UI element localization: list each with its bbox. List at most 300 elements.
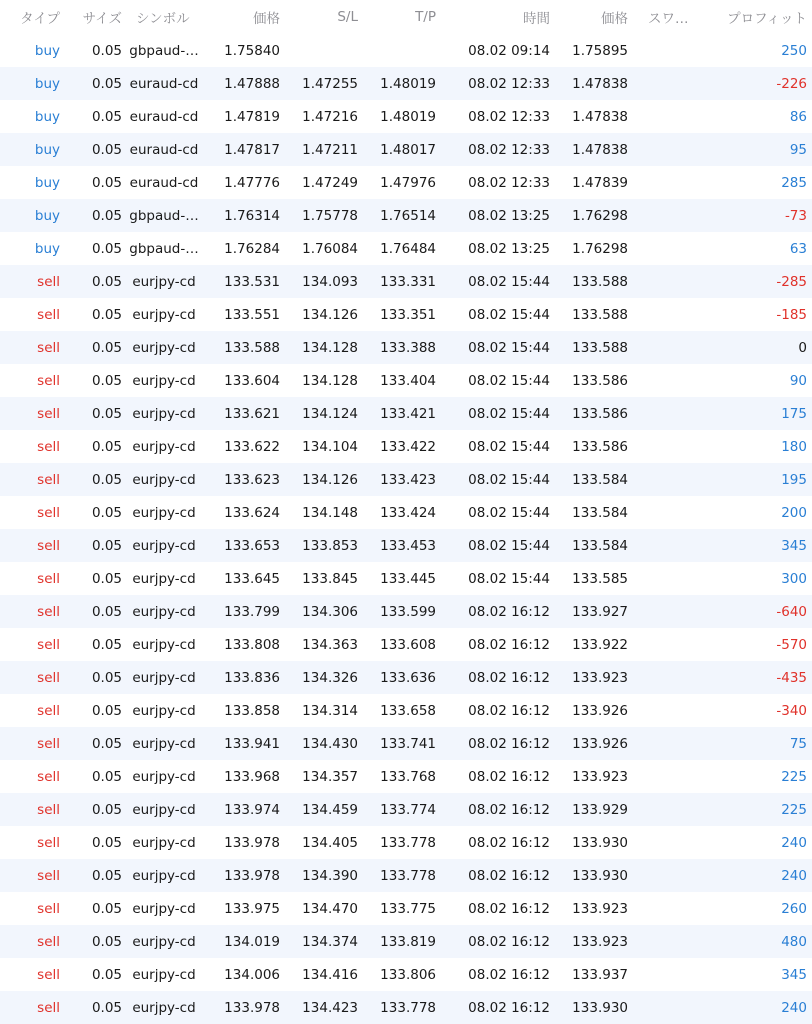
- stop-loss-cell: 134.314: [302, 702, 358, 719]
- profit-cell: 180: [781, 438, 807, 455]
- swap-cell: [628, 826, 690, 859]
- table-row[interactable]: [0, 100, 812, 133]
- table-row[interactable]: [0, 364, 812, 397]
- time-cell: 08.02 16:12: [468, 702, 550, 719]
- profit-cell: 225: [781, 768, 807, 785]
- swap-cell: [628, 892, 690, 925]
- swap-cell: [628, 859, 690, 892]
- symbol-cell: eurjpy-cd: [132, 537, 196, 554]
- time-cell: 08.02 15:44: [468, 372, 550, 389]
- size-cell: 0.05: [91, 42, 122, 59]
- size-cell: 0.05: [91, 669, 122, 686]
- symbol-cell: gbpaud-…: [129, 207, 199, 224]
- size-cell: 0.05: [91, 603, 122, 620]
- time-cell: 08.02 15:44: [468, 405, 550, 422]
- type-cell: sell: [37, 405, 60, 422]
- symbol-cell: eurjpy-cd: [132, 636, 196, 653]
- size-cell: 0.05: [91, 405, 122, 422]
- symbol-cell: eurjpy-cd: [132, 306, 196, 323]
- swap-cell: [628, 496, 690, 529]
- table-row[interactable]: [0, 793, 812, 826]
- time-cell: 08.02 16:12: [468, 768, 550, 785]
- profit-cell: 225: [781, 801, 807, 818]
- time-cell: 08.02 16:12: [468, 966, 550, 983]
- size-cell: 0.05: [91, 900, 122, 917]
- table-row[interactable]: [0, 562, 812, 595]
- header-profit[interactable]: プロフィット: [727, 11, 807, 27]
- type-cell: buy: [34, 108, 60, 125]
- open-price-cell: 133.645: [224, 570, 280, 587]
- type-cell: buy: [34, 75, 60, 92]
- symbol-cell: eurjpy-cd: [132, 867, 196, 884]
- symbol-cell: eurjpy-cd: [132, 438, 196, 455]
- size-cell: 0.05: [91, 438, 122, 455]
- stop-loss-cell: [280, 34, 358, 67]
- swap-cell: [628, 331, 690, 364]
- current-price-cell: 133.927: [572, 603, 628, 620]
- current-price-cell: 133.930: [572, 867, 628, 884]
- open-price-cell: 133.623: [224, 471, 280, 488]
- swap-cell: [628, 298, 690, 331]
- symbol-cell: eurjpy-cd: [132, 966, 196, 983]
- profit-cell: 260: [781, 900, 807, 917]
- open-price-cell: 133.808: [224, 636, 280, 653]
- profit-cell: 240: [781, 999, 807, 1016]
- type-cell: sell: [37, 504, 60, 521]
- size-cell: 0.05: [91, 834, 122, 851]
- take-profit-cell: 133.778: [380, 999, 436, 1016]
- symbol-cell: eurjpy-cd: [132, 339, 196, 356]
- stop-loss-cell: 134.416: [302, 966, 358, 983]
- current-price-cell: 133.584: [572, 504, 628, 521]
- symbol-cell: eurjpy-cd: [132, 933, 196, 950]
- table-row[interactable]: [0, 859, 812, 892]
- swap-cell: [628, 595, 690, 628]
- symbol-cell: eurjpy-cd: [132, 702, 196, 719]
- time-cell: 08.02 13:25: [468, 207, 550, 224]
- table-row[interactable]: [0, 727, 812, 760]
- swap-cell: [628, 397, 690, 430]
- size-cell: 0.05: [91, 108, 122, 125]
- type-cell: buy: [34, 141, 60, 158]
- profit-cell: -285: [776, 273, 807, 290]
- profit-cell: 300: [781, 570, 807, 587]
- stop-loss-cell: 134.326: [302, 669, 358, 686]
- table-row[interactable]: [0, 694, 812, 727]
- time-cell: 08.02 12:33: [468, 174, 550, 191]
- type-cell: sell: [37, 273, 60, 290]
- open-price-cell: 133.975: [224, 900, 280, 917]
- take-profit-cell: 133.423: [380, 471, 436, 488]
- time-cell: 08.02 16:12: [468, 669, 550, 686]
- current-price-cell: 133.584: [572, 471, 628, 488]
- stop-loss-cell: 134.470: [302, 900, 358, 917]
- profit-cell: 0: [798, 339, 807, 356]
- type-cell: sell: [37, 636, 60, 653]
- open-price-cell: 133.974: [224, 801, 280, 818]
- header-swap[interactable]: スワ…: [648, 11, 689, 27]
- time-cell: 08.02 15:44: [468, 273, 550, 290]
- header-type[interactable]: タイプ: [20, 11, 60, 27]
- symbol-cell: eurjpy-cd: [132, 669, 196, 686]
- type-cell: sell: [37, 669, 60, 686]
- open-price-cell: 133.622: [224, 438, 280, 455]
- table-row[interactable]: [0, 199, 812, 232]
- take-profit-cell: 133.445: [380, 570, 436, 587]
- profit-cell: -340: [776, 702, 807, 719]
- symbol-cell: euraud-cd: [129, 108, 199, 125]
- header-symbol[interactable]: シンボル: [136, 11, 190, 27]
- size-cell: 0.05: [91, 999, 122, 1016]
- profit-cell: 250: [781, 42, 807, 59]
- type-cell: sell: [37, 966, 60, 983]
- swap-cell: [628, 364, 690, 397]
- open-price-cell: 134.019: [224, 933, 280, 950]
- header-size[interactable]: サイズ: [82, 11, 122, 27]
- type-cell: sell: [37, 603, 60, 620]
- symbol-cell: eurjpy-cd: [132, 768, 196, 785]
- open-price-cell: 133.978: [224, 999, 280, 1016]
- take-profit-cell: 1.48017: [380, 141, 436, 158]
- stop-loss-cell: 134.128: [302, 372, 358, 389]
- header-tp[interactable]: T/P: [415, 9, 436, 25]
- time-cell: 08.02 16:12: [468, 867, 550, 884]
- profit-cell: -226: [776, 75, 807, 92]
- current-price-cell: 133.923: [572, 669, 628, 686]
- table-row[interactable]: [0, 463, 812, 496]
- table-row[interactable]: [0, 298, 812, 331]
- take-profit-cell: 133.778: [380, 867, 436, 884]
- take-profit-cell: 133.404: [380, 372, 436, 389]
- current-price-cell: 133.923: [572, 768, 628, 785]
- current-price-cell: 133.584: [572, 537, 628, 554]
- take-profit-cell: 133.775: [380, 900, 436, 917]
- stop-loss-cell: 1.47249: [302, 174, 358, 191]
- size-cell: 0.05: [91, 141, 122, 158]
- stop-loss-cell: 134.093: [302, 273, 358, 290]
- type-cell: sell: [37, 834, 60, 851]
- header-price[interactable]: 価格: [253, 11, 280, 27]
- take-profit-cell: 1.47976: [380, 174, 436, 191]
- time-cell: 08.02 16:12: [468, 999, 550, 1016]
- take-profit-cell: 1.76514: [380, 207, 436, 224]
- stop-loss-cell: 134.390: [302, 867, 358, 884]
- take-profit-cell: 133.421: [380, 405, 436, 422]
- take-profit-cell: 133.774: [380, 801, 436, 818]
- take-profit-cell: 133.351: [380, 306, 436, 323]
- stop-loss-cell: 134.124: [302, 405, 358, 422]
- type-cell: buy: [34, 207, 60, 224]
- time-cell: 08.02 15:44: [468, 306, 550, 323]
- swap-cell: [628, 727, 690, 760]
- header-time[interactable]: 時間: [523, 11, 550, 27]
- current-price-cell: 133.923: [572, 900, 628, 917]
- table-row[interactable]: [0, 166, 812, 199]
- stop-loss-cell: 134.459: [302, 801, 358, 818]
- take-profit-cell: 133.424: [380, 504, 436, 521]
- symbol-cell: gbpaud-…: [129, 240, 199, 257]
- size-cell: 0.05: [91, 735, 122, 752]
- open-price-cell: 1.76284: [224, 240, 280, 257]
- symbol-cell: eurjpy-cd: [132, 999, 196, 1016]
- size-cell: 0.05: [91, 537, 122, 554]
- swap-cell: [628, 529, 690, 562]
- swap-cell: [628, 463, 690, 496]
- time-cell: 08.02 16:12: [468, 834, 550, 851]
- swap-cell: [628, 67, 690, 100]
- current-price-cell: 133.930: [572, 999, 628, 1016]
- open-price-cell: 134.006: [224, 966, 280, 983]
- time-cell: 08.02 12:33: [468, 108, 550, 125]
- symbol-cell: eurjpy-cd: [132, 900, 196, 917]
- open-price-cell: 133.941: [224, 735, 280, 752]
- take-profit-cell: 133.388: [380, 339, 436, 356]
- take-profit-cell: [358, 34, 436, 67]
- time-cell: 08.02 09:14: [468, 42, 550, 59]
- table-row[interactable]: [0, 265, 812, 298]
- profit-cell: 285: [781, 174, 807, 191]
- profit-cell: 240: [781, 834, 807, 851]
- symbol-cell: eurjpy-cd: [132, 735, 196, 752]
- current-price-cell: 133.930: [572, 834, 628, 851]
- table-row[interactable]: [0, 661, 812, 694]
- table-row[interactable]: [0, 760, 812, 793]
- stop-loss-cell: 134.405: [302, 834, 358, 851]
- type-cell: sell: [37, 735, 60, 752]
- swap-cell: [628, 265, 690, 298]
- open-price-cell: 133.531: [224, 273, 280, 290]
- type-cell: buy: [34, 42, 60, 59]
- profit-cell: 90: [789, 372, 807, 389]
- current-price-cell: 133.922: [572, 636, 628, 653]
- profit-cell: 75: [789, 735, 807, 752]
- table-header: [0, 0, 812, 34]
- profit-cell: 345: [781, 537, 807, 554]
- open-price-cell: 1.76314: [224, 207, 280, 224]
- stop-loss-cell: 133.845: [302, 570, 358, 587]
- current-price-cell: 133.588: [572, 306, 628, 323]
- profit-cell: 175: [781, 405, 807, 422]
- table-row[interactable]: [0, 826, 812, 859]
- table-row[interactable]: [0, 892, 812, 925]
- time-cell: 08.02 12:33: [468, 141, 550, 158]
- size-cell: 0.05: [91, 867, 122, 884]
- type-cell: sell: [37, 372, 60, 389]
- table-row[interactable]: [0, 232, 812, 265]
- type-cell: sell: [37, 702, 60, 719]
- type-cell: buy: [34, 174, 60, 191]
- stop-loss-cell: 134.306: [302, 603, 358, 620]
- profit-cell: 480: [781, 933, 807, 950]
- size-cell: 0.05: [91, 372, 122, 389]
- type-cell: buy: [34, 240, 60, 257]
- size-cell: 0.05: [91, 471, 122, 488]
- open-price-cell: 133.836: [224, 669, 280, 686]
- open-price-cell: 1.47819: [224, 108, 280, 125]
- current-price-cell: 133.586: [572, 372, 628, 389]
- time-cell: 08.02 15:44: [468, 339, 550, 356]
- swap-cell: [628, 793, 690, 826]
- open-price-cell: 1.47817: [224, 141, 280, 158]
- swap-cell: [628, 133, 690, 166]
- stop-loss-cell: 134.104: [302, 438, 358, 455]
- current-price-cell: 133.926: [572, 702, 628, 719]
- current-price-cell: 133.923: [572, 933, 628, 950]
- symbol-cell: eurjpy-cd: [132, 801, 196, 818]
- type-cell: sell: [37, 339, 60, 356]
- time-cell: 08.02 15:44: [468, 504, 550, 521]
- table-row[interactable]: [0, 430, 812, 463]
- profit-cell: 200: [781, 504, 807, 521]
- take-profit-cell: 133.636: [380, 669, 436, 686]
- open-price-cell: 133.653: [224, 537, 280, 554]
- type-cell: sell: [37, 768, 60, 785]
- open-price-cell: 133.978: [224, 867, 280, 884]
- table-row[interactable]: [0, 529, 812, 562]
- current-price-cell: 1.76298: [572, 207, 628, 224]
- profit-cell: 95: [789, 141, 807, 158]
- table-row[interactable]: [0, 496, 812, 529]
- profit-cell: 86: [789, 108, 807, 125]
- symbol-cell: gbpaud-…: [129, 42, 199, 59]
- symbol-cell: euraud-cd: [129, 141, 199, 158]
- symbol-cell: euraud-cd: [129, 75, 199, 92]
- open-price-cell: 133.588: [224, 339, 280, 356]
- swap-cell: [628, 232, 690, 265]
- swap-cell: [628, 694, 690, 727]
- type-cell: sell: [37, 471, 60, 488]
- open-price-cell: 133.621: [224, 405, 280, 422]
- type-cell: sell: [37, 438, 60, 455]
- swap-cell: [628, 430, 690, 463]
- current-price-cell: 133.588: [572, 339, 628, 356]
- time-cell: 08.02 15:44: [468, 570, 550, 587]
- swap-cell: [628, 958, 690, 991]
- open-price-cell: 133.604: [224, 372, 280, 389]
- current-price-cell: 1.75895: [572, 42, 628, 59]
- table-row[interactable]: [0, 958, 812, 991]
- swap-cell: [628, 562, 690, 595]
- stop-loss-cell: 134.126: [302, 471, 358, 488]
- swap-cell: [628, 199, 690, 232]
- open-price-cell: 1.47776: [224, 174, 280, 191]
- stop-loss-cell: 1.47211: [302, 141, 358, 158]
- header-sl[interactable]: S/L: [337, 9, 358, 25]
- current-price-cell: 133.586: [572, 438, 628, 455]
- table-row[interactable]: [0, 991, 812, 1024]
- take-profit-cell: 1.48019: [380, 108, 436, 125]
- table-row[interactable]: [0, 67, 812, 100]
- time-cell: 08.02 13:25: [468, 240, 550, 257]
- symbol-cell: eurjpy-cd: [132, 405, 196, 422]
- swap-cell: [628, 100, 690, 133]
- type-cell: sell: [37, 867, 60, 884]
- open-price-cell: 133.858: [224, 702, 280, 719]
- current-price-cell: 1.47838: [572, 75, 628, 92]
- swap-cell: [628, 628, 690, 661]
- profit-cell: -435: [776, 669, 807, 686]
- stop-loss-cell: 134.128: [302, 339, 358, 356]
- take-profit-cell: 133.422: [380, 438, 436, 455]
- take-profit-cell: 133.331: [380, 273, 436, 290]
- time-cell: 08.02 15:44: [468, 438, 550, 455]
- take-profit-cell: 133.768: [380, 768, 436, 785]
- table-row[interactable]: [0, 925, 812, 958]
- table-row[interactable]: [0, 397, 812, 430]
- symbol-cell: eurjpy-cd: [132, 603, 196, 620]
- open-price-cell: 133.624: [224, 504, 280, 521]
- stop-loss-cell: 134.363: [302, 636, 358, 653]
- profit-cell: -570: [776, 636, 807, 653]
- stop-loss-cell: 133.853: [302, 537, 358, 554]
- size-cell: 0.05: [91, 933, 122, 950]
- current-price-cell: 1.76298: [572, 240, 628, 257]
- stop-loss-cell: 134.126: [302, 306, 358, 323]
- symbol-cell: eurjpy-cd: [132, 834, 196, 851]
- type-cell: sell: [37, 570, 60, 587]
- take-profit-cell: 133.741: [380, 735, 436, 752]
- type-cell: sell: [37, 537, 60, 554]
- stop-loss-cell: 134.374: [302, 933, 358, 950]
- take-profit-cell: 1.76484: [380, 240, 436, 257]
- time-cell: 08.02 16:12: [468, 933, 550, 950]
- stop-loss-cell: 134.148: [302, 504, 358, 521]
- profit-cell: 195: [781, 471, 807, 488]
- stop-loss-cell: 1.47216: [302, 108, 358, 125]
- current-price-cell: 133.585: [572, 570, 628, 587]
- current-price-cell: 133.937: [572, 966, 628, 983]
- symbol-cell: eurjpy-cd: [132, 504, 196, 521]
- current-price-cell: 1.47838: [572, 108, 628, 125]
- size-cell: 0.05: [91, 75, 122, 92]
- time-cell: 08.02 12:33: [468, 75, 550, 92]
- size-cell: 0.05: [91, 504, 122, 521]
- stop-loss-cell: 134.357: [302, 768, 358, 785]
- size-cell: 0.05: [91, 207, 122, 224]
- size-cell: 0.05: [91, 702, 122, 719]
- take-profit-cell: 133.608: [380, 636, 436, 653]
- profit-cell: -185: [776, 306, 807, 323]
- table-row[interactable]: [0, 34, 812, 67]
- table-row[interactable]: [0, 628, 812, 661]
- open-price-cell: 133.968: [224, 768, 280, 785]
- take-profit-cell: 133.658: [380, 702, 436, 719]
- table-row[interactable]: [0, 331, 812, 364]
- current-price-cell: 133.926: [572, 735, 628, 752]
- type-cell: sell: [37, 306, 60, 323]
- size-cell: 0.05: [91, 768, 122, 785]
- open-price-cell: 133.551: [224, 306, 280, 323]
- open-price-cell: 1.47888: [224, 75, 280, 92]
- current-price-cell: 133.586: [572, 405, 628, 422]
- time-cell: 08.02 16:12: [468, 636, 550, 653]
- stop-loss-cell: 134.430: [302, 735, 358, 752]
- size-cell: 0.05: [91, 966, 122, 983]
- table-row[interactable]: [0, 133, 812, 166]
- profit-cell: 63: [789, 240, 807, 257]
- take-profit-cell: 1.48019: [380, 75, 436, 92]
- size-cell: 0.05: [91, 174, 122, 191]
- time-cell: 08.02 15:44: [468, 471, 550, 488]
- table-row[interactable]: [0, 595, 812, 628]
- type-cell: sell: [37, 801, 60, 818]
- open-price-cell: 133.978: [224, 834, 280, 851]
- time-cell: 08.02 16:12: [468, 801, 550, 818]
- profit-cell: 345: [781, 966, 807, 983]
- header-current-price[interactable]: 価格: [601, 11, 628, 27]
- swap-cell: [628, 991, 690, 1024]
- current-price-cell: 1.47838: [572, 141, 628, 158]
